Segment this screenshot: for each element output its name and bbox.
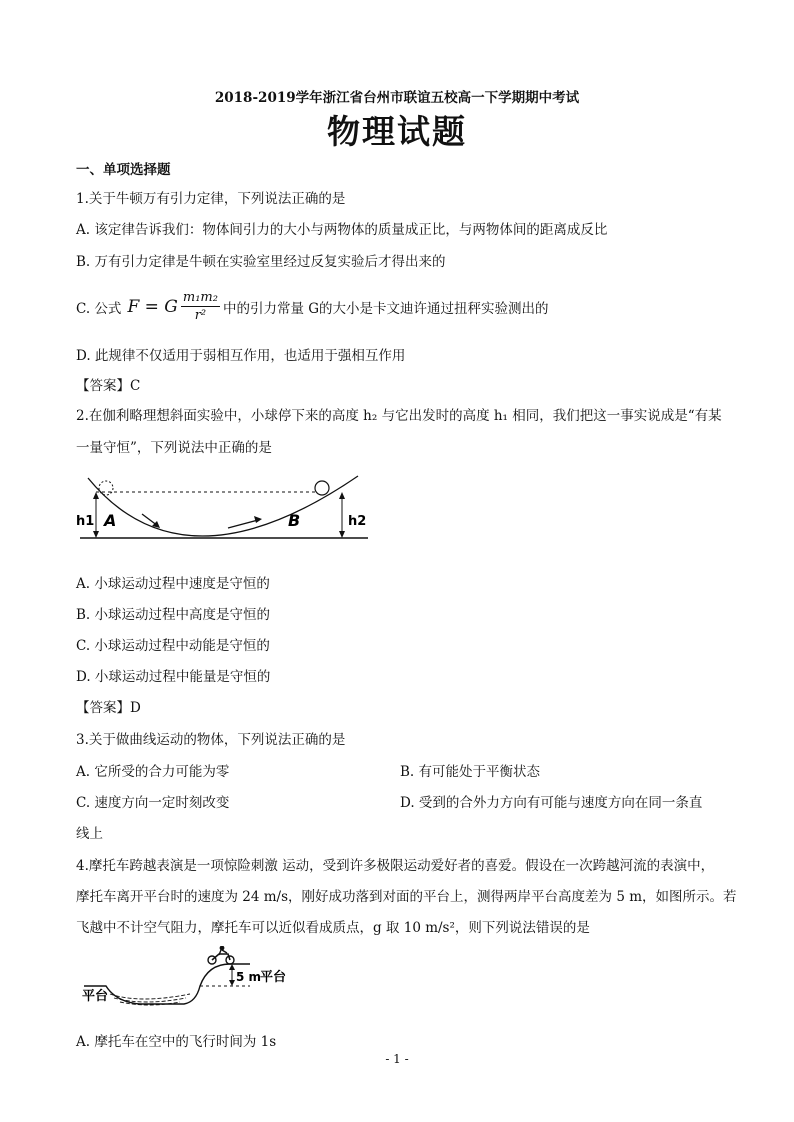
q2-incline-figure (74, 470, 374, 550)
q3-option-c: C. 速度方向一定时刻改变 (76, 795, 230, 811)
q4-stem-line3: 飞越中不计空气阻力，摩托车可以近似看成质点，g 取 10 m/s²，则下列说法错误的是 (76, 920, 590, 936)
height-arrowhead-top-icon (229, 964, 235, 970)
q1-option-b: B. 万有引力定律是牛顿在实验室里经过反复实验后才得出来的 (76, 254, 446, 270)
h2-arrowhead-top-icon (339, 492, 345, 499)
q2-option-c: C. 小球运动过程中动能是守恒的 (76, 638, 270, 654)
q1-formula-numerator: m₁m₂ (182, 290, 218, 305)
q1-option-c (76, 290, 549, 323)
q2-option-d: D. 小球运动过程中能量是守恒的 (76, 669, 271, 685)
motion-arrow-up (228, 520, 258, 528)
q1-option-c-prefix: C. 公式 (76, 300, 122, 317)
label-h1: h1 (76, 514, 95, 529)
ball-start-icon (99, 481, 113, 495)
label-height: 5 m (236, 970, 262, 984)
page-number: - 1 - (385, 1052, 409, 1066)
ball-end-icon (315, 481, 329, 495)
q1-stem: 1.关于牛顿万有引力定律，下列说法正确的是 (76, 191, 346, 207)
q1-option-d: D. 此规律不仅适用于弱相互作用，也适用于强相互作用 (76, 348, 406, 364)
q2-answer: 【答案】D (76, 700, 141, 716)
section-heading: 一、单项选择题 (76, 162, 171, 178)
h1-arrowhead-top-icon (93, 492, 99, 499)
q2-option-b: B. 小球运动过程中高度是守恒的 (76, 607, 271, 623)
q2-stem-line1: 2.在伽利略理想斜面实验中，小球停下来的高度 h₂ 与它出发时的高度 h₁ 相同，我们把这一事实说成是“有某 (76, 408, 722, 424)
q3-option-b: B. 有可能处于平衡状态 (400, 764, 541, 780)
h1-arrowhead-bottom-icon (93, 531, 99, 538)
label-platform-right: 平台 (260, 970, 287, 985)
label-platform-left: 平台 (82, 989, 109, 1004)
q3-option-d: D. 受到的合外力方向有可能与速度方向在同一条直 (400, 795, 703, 811)
motorcycle-icon (208, 946, 234, 964)
q4-stem-line2: 摩托车离开平台时的速度为 24 m/s，刚好成功落到对面的平台上，测得两岸平台高度差为 5 m，如图所示。若 (76, 889, 737, 905)
exam-title: 物理试题 (327, 112, 467, 151)
h2-arrowhead-bottom-icon (339, 531, 345, 538)
label-b: B (288, 511, 301, 530)
river-wave-1 (110, 994, 190, 999)
height-arrowhead-bottom-icon (229, 980, 235, 986)
q1-answer: 【答案】C (76, 378, 141, 394)
label-a: A (104, 511, 117, 530)
exam-subtitle: 2018-2019学年浙江省台州市联谊五校高一下学期期中考试 (214, 90, 580, 106)
q1-formula-lhs: F = G (127, 296, 178, 317)
q1-formula-fraction (181, 290, 220, 323)
q1-option-c-suffix: 中的引力常量 G的大小是卡文迪许通过扭秤实验测出的 (222, 300, 549, 317)
q4-option-a: A. 摩托车在空中的飞行时间为 1s (76, 1034, 277, 1050)
arrowhead-up-icon (254, 516, 262, 523)
q4-stem-line1: 4.摩托车跨越表演是一项惊险刺激 运动，受到许多极限运动爱好者的喜爱。假设在一次跨越河流的表演中， (76, 858, 715, 874)
q2-stem-line2: 一量守恒”，下列说法中正确的是 (76, 440, 272, 456)
q1-formula-denominator: r² (194, 308, 207, 323)
q4-motorcycle-figure (80, 946, 320, 1012)
label-h2: h2 (348, 514, 367, 529)
q1-option-a: A. 该定律告诉我们：物体间引力的大小与两物体的质量成正比，与两物体间的距离成反比 (76, 222, 608, 238)
q2-option-a: A. 小球运动过程中速度是守恒的 (76, 576, 270, 592)
q3-option-a: A. 它所受的合力可能为零 (76, 764, 230, 780)
q3-stem: 3.关于做曲线运动的物体，下列说法正确的是 (76, 732, 346, 748)
q3-option-d-continued: 线上 (76, 826, 103, 842)
